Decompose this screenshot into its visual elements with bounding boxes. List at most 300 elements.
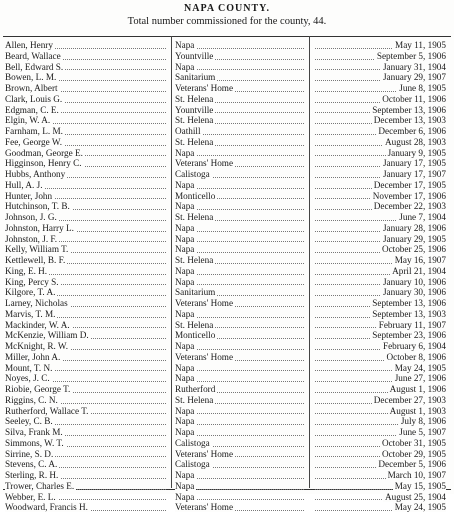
place-cell-text: Veterans' Home [175, 448, 234, 459]
name-cell [5, 255, 168, 266]
date-cell-text: January 29, 1907 [382, 72, 446, 83]
date-cell [313, 137, 446, 148]
place-cell-text: Napa [175, 480, 195, 491]
name-cell [5, 94, 168, 105]
table-row [0, 287, 454, 298]
place-cell [175, 395, 306, 406]
place-cell [175, 234, 306, 245]
date-cell-text: May 15, 1905 [394, 480, 446, 491]
place-cell [175, 298, 306, 309]
table-row [0, 502, 454, 513]
table-row [0, 459, 454, 470]
date-cell [313, 330, 446, 341]
name-cell [5, 212, 168, 223]
name-cell-text: McKenzie, William D. [5, 330, 89, 341]
table-row [0, 115, 454, 126]
name-cell [5, 201, 168, 212]
date-cell-text: September 13, 1903 [372, 308, 446, 319]
place-cell [175, 105, 306, 116]
name-cell [5, 158, 168, 169]
place-cell [175, 406, 306, 417]
date-cell [313, 126, 446, 137]
date-cell-text: January 31, 1904 [382, 61, 446, 72]
date-cell [313, 244, 446, 255]
name-cell [5, 287, 168, 298]
table-row [0, 384, 454, 395]
place-cell [175, 373, 306, 384]
date-cell [313, 62, 446, 73]
name-cell-text: Marvis, T. M. [5, 308, 56, 319]
place-cell-text: Napa [175, 427, 195, 437]
place-cell-text: Napa [175, 341, 195, 351]
place-cell-text: St. Helena [175, 136, 214, 147]
name-cell-text: Mackinder, W. A. [5, 319, 70, 330]
place-cell-text: Yountville [175, 104, 214, 115]
name-cell [5, 406, 168, 417]
place-cell [175, 191, 306, 202]
place-cell [175, 255, 306, 266]
table-row [0, 72, 454, 83]
table-row [0, 330, 454, 341]
date-cell [313, 105, 446, 116]
place-cell [175, 438, 306, 449]
table-row [0, 158, 454, 169]
place-cell [175, 244, 306, 255]
name-cell-text: Goodman, George E. [5, 147, 83, 158]
place-cell [175, 223, 306, 234]
name-cell-text: Edgman, C. E. [5, 104, 59, 115]
date-cell [313, 395, 446, 406]
date-cell-text: January 9, 1905 [387, 147, 446, 158]
name-cell-text: Hubbs, Anthony [5, 169, 66, 179]
date-cell [313, 266, 446, 277]
roster-rows [0, 40, 454, 513]
name-cell [5, 438, 168, 449]
date-cell-text: December 22, 1903 [373, 201, 446, 212]
date-cell-text: January 30, 1906 [382, 287, 446, 298]
name-cell [5, 502, 168, 513]
name-cell-text: Sterling, R. H. [5, 470, 59, 480]
place-cell-text: Napa [175, 405, 195, 416]
date-cell [313, 201, 446, 212]
place-cell-text: Napa [175, 276, 195, 287]
place-cell [175, 72, 306, 83]
name-cell-text: Larney, Nicholas [5, 298, 68, 308]
place-cell-text: St. Helena [175, 212, 214, 222]
date-cell [313, 459, 446, 470]
table-row [0, 62, 454, 73]
date-cell-text: October 29, 1905 [381, 448, 446, 459]
table-row [0, 212, 454, 223]
name-cell-text: King, Percy S. [5, 276, 59, 287]
place-cell [175, 169, 306, 180]
date-cell-text: January 17, 1907 [382, 169, 446, 179]
date-cell [313, 40, 446, 51]
name-cell-text: Johnson, J. G. [5, 212, 57, 222]
date-cell-text: May 11, 1905 [395, 40, 446, 50]
table-row [0, 51, 454, 62]
table-row [0, 277, 454, 288]
name-cell-text: Hutchinson, T. B. [5, 201, 70, 212]
date-cell-text: January 17, 1905 [382, 158, 446, 169]
name-cell [5, 320, 168, 331]
date-cell [313, 363, 446, 374]
date-cell [313, 223, 446, 234]
date-cell-text: May 24, 1905 [394, 502, 446, 513]
table-row [0, 148, 454, 159]
place-cell-text: Veterans' Home [175, 83, 234, 93]
table-row [0, 126, 454, 137]
table-row [0, 255, 454, 266]
place-cell-text: Napa [175, 308, 195, 319]
table-row [0, 244, 454, 255]
name-cell [5, 384, 168, 395]
place-cell-text: Napa [175, 470, 195, 480]
name-cell [5, 363, 168, 374]
table-row [0, 341, 454, 352]
place-cell [175, 212, 306, 223]
date-cell-text: August 25, 1904 [385, 491, 446, 502]
date-cell [313, 470, 446, 481]
name-cell [5, 83, 168, 94]
date-cell-text: January 28, 1906 [382, 222, 446, 233]
table-row [0, 234, 454, 245]
date-cell-text: September 13, 1906 [372, 298, 446, 308]
date-cell-text: February 6, 1904 [382, 341, 446, 351]
date-cell-text: September 13, 1906 [372, 104, 446, 115]
name-cell [5, 277, 168, 288]
date-cell [313, 352, 446, 363]
place-cell [175, 330, 306, 341]
name-cell-text: Farnham, L. M. [5, 126, 63, 136]
name-cell-text: Bowen, L. M. [5, 72, 57, 83]
date-cell [313, 320, 446, 331]
date-cell [313, 234, 446, 245]
place-cell [175, 266, 306, 277]
name-cell-text: Mount, T. N. [5, 362, 53, 373]
name-cell [5, 427, 168, 438]
name-cell [5, 352, 168, 363]
name-cell [5, 330, 168, 341]
place-cell-text: Napa [175, 491, 195, 502]
table-row [0, 406, 454, 417]
place-cell [175, 320, 306, 331]
place-cell-text: Napa [175, 61, 195, 72]
table-row [0, 363, 454, 374]
name-cell [5, 395, 168, 406]
date-cell-text: April 21, 1904 [392, 265, 446, 276]
total-commissioned-line: Total number commissioned for the county, 44. [127, 16, 327, 27]
place-cell-text: Sanitarium [175, 72, 216, 83]
name-cell-text: Miller, John A. [5, 351, 61, 362]
date-cell [313, 277, 446, 288]
table-row [0, 83, 454, 94]
name-cell [5, 266, 168, 277]
table-row [0, 169, 454, 180]
name-cell-text: Sirrine, S. D. [5, 448, 54, 459]
place-cell-text: Veterans' Home [175, 158, 234, 169]
name-cell [5, 169, 168, 180]
table-row [0, 266, 454, 277]
name-cell [5, 244, 168, 255]
name-cell [5, 191, 168, 202]
place-cell [175, 115, 306, 126]
date-cell [313, 449, 446, 460]
name-cell [5, 341, 168, 352]
date-cell [313, 94, 446, 105]
place-cell [175, 459, 306, 470]
table-row [0, 223, 454, 234]
place-cell [175, 287, 306, 298]
date-cell-text: January 10, 1906 [382, 276, 446, 287]
name-cell [5, 148, 168, 159]
date-cell [313, 169, 446, 180]
name-cell-text: Riobie, George T. [5, 384, 71, 394]
place-cell [175, 502, 306, 513]
place-cell [175, 481, 306, 492]
place-cell [175, 94, 306, 105]
date-cell [313, 255, 446, 266]
place-cell-text: Calistoga [175, 437, 210, 448]
date-cell [313, 51, 446, 62]
place-cell-text: Napa [175, 201, 195, 212]
date-cell-text: June 27, 1906 [394, 373, 446, 384]
date-cell [313, 438, 446, 449]
date-cell [313, 158, 446, 169]
date-cell [313, 416, 446, 427]
place-cell-text: Oathill [175, 126, 201, 136]
place-cell [175, 201, 306, 212]
place-cell-text: Rutherford [175, 384, 216, 394]
place-cell [175, 416, 306, 427]
place-cell [175, 180, 306, 191]
place-cell-text: St. Helena [175, 115, 214, 126]
table-row [0, 40, 454, 51]
table-row [0, 438, 454, 449]
date-cell-text: December 13, 1903 [373, 115, 446, 126]
table-row [0, 201, 454, 212]
name-cell-text: Webber, E. L. [5, 491, 56, 502]
date-cell-text: February 11, 1907 [378, 319, 446, 330]
date-cell-text: December 5, 1906 [378, 459, 446, 470]
place-cell-text: Napa [175, 373, 195, 384]
place-cell-text: St. Helena [175, 255, 214, 265]
name-cell-text: Higginson, Henry C. [5, 158, 82, 169]
name-cell [5, 137, 168, 148]
table-row [0, 137, 454, 148]
name-cell-text: Bell, Edward S. [5, 61, 64, 72]
place-cell-text: Yountville [175, 50, 214, 61]
place-cell [175, 492, 306, 503]
date-cell-text: October 11, 1906 [382, 93, 446, 104]
name-cell-text: Brown, Albert [5, 83, 58, 93]
place-cell [175, 352, 306, 363]
date-cell-text: June 8, 1905 [399, 83, 446, 93]
place-cell-text: Napa [175, 222, 195, 233]
name-cell [5, 72, 168, 83]
date-cell-text: September 5, 1906 [376, 50, 446, 61]
place-cell-text: Monticello [175, 330, 216, 341]
date-cell [313, 406, 446, 417]
table-row [0, 373, 454, 384]
date-cell-text: August 1, 1903 [389, 405, 446, 416]
place-cell-text: Napa [175, 416, 195, 427]
table-row [0, 309, 454, 320]
table-row [0, 180, 454, 191]
county-title: NAPA COUNTY. [184, 3, 270, 14]
date-cell [313, 83, 446, 94]
place-cell-text: Napa [175, 147, 195, 158]
name-cell [5, 234, 168, 245]
date-cell-text: August 1, 1906 [389, 384, 446, 394]
date-cell [313, 298, 446, 309]
name-cell-text: Stevens, C. A. [5, 459, 58, 470]
date-cell [313, 384, 446, 395]
date-cell-text: July 8, 1906 [400, 416, 446, 427]
date-cell-text: June 5, 1907 [399, 427, 446, 437]
date-cell [313, 427, 446, 438]
date-cell [313, 341, 446, 352]
date-cell [313, 72, 446, 83]
place-cell [175, 158, 306, 169]
name-cell [5, 416, 168, 427]
table-row [0, 105, 454, 116]
table-row [0, 427, 454, 438]
table-row [0, 352, 454, 363]
date-cell [313, 373, 446, 384]
table-row [0, 320, 454, 331]
place-cell-text: St. Helena [175, 319, 214, 330]
place-cell-text: Napa [175, 362, 195, 373]
name-cell [5, 449, 168, 460]
place-cell-text: Napa [175, 40, 195, 50]
name-cell-text: Johnston, J. F. [5, 233, 58, 244]
date-cell [313, 191, 446, 202]
place-cell-text: St. Helena [175, 93, 214, 104]
place-cell-text: Napa [175, 265, 195, 276]
table-row [0, 492, 454, 503]
table-row [0, 298, 454, 309]
place-cell [175, 384, 306, 395]
place-cell [175, 83, 306, 94]
date-cell [313, 481, 446, 492]
name-cell-text: Noyes, J. C. [5, 373, 50, 384]
name-cell [5, 470, 168, 481]
place-cell [175, 363, 306, 374]
name-cell-text: Trower, Charles E. [5, 480, 75, 491]
table-row [0, 470, 454, 481]
name-cell [5, 180, 168, 191]
place-cell-text: Napa [175, 179, 195, 190]
date-cell [313, 212, 446, 223]
place-cell-text: Calistoga [175, 169, 210, 179]
place-cell-text: Napa [175, 233, 195, 244]
place-cell [175, 62, 306, 73]
name-cell [5, 459, 168, 470]
name-cell-text: Beard, Wallace [5, 50, 61, 61]
name-cell [5, 298, 168, 309]
date-cell-text: November 17, 1906 [372, 190, 446, 201]
name-cell [5, 223, 168, 234]
name-cell-text: Kettlewell, B. F. [5, 255, 66, 265]
name-cell-text: Silva, Frank M. [5, 427, 63, 437]
name-cell [5, 309, 168, 320]
place-cell [175, 277, 306, 288]
place-cell [175, 51, 306, 62]
name-cell-text: Simmons, W. T. [5, 437, 64, 448]
name-cell-text: McKnight, R. W. [5, 341, 69, 351]
date-cell-text: January 29, 1905 [382, 233, 446, 244]
name-cell-text: Seeley, C. B. [5, 416, 53, 427]
table-row [0, 481, 454, 492]
place-cell-text: Sanitarium [175, 287, 216, 298]
date-cell [313, 309, 446, 320]
place-cell [175, 309, 306, 320]
date-cell-text: May 16, 1907 [394, 255, 446, 265]
place-cell [175, 427, 306, 438]
place-cell [175, 148, 306, 159]
name-cell-text: Clark, Louis G. [5, 93, 63, 104]
name-cell-text: Johnston, Harry L. [5, 222, 74, 233]
table-row [0, 416, 454, 427]
date-cell-text: October 31, 1905 [381, 437, 446, 448]
place-cell [175, 137, 306, 148]
date-cell-text: September 23, 1906 [372, 330, 446, 341]
name-cell-text: Kelly, William T. [5, 244, 69, 255]
date-cell [313, 115, 446, 126]
date-cell-text: October 25, 1906 [381, 244, 446, 255]
table-row [0, 395, 454, 406]
name-cell [5, 40, 168, 51]
table-row [0, 94, 454, 105]
place-cell-text: Napa [175, 244, 195, 255]
name-cell [5, 492, 168, 503]
table-row [0, 449, 454, 460]
date-cell [313, 287, 446, 298]
name-cell [5, 105, 168, 116]
date-cell [313, 148, 446, 159]
place-cell-text: Veterans' Home [175, 298, 234, 308]
date-cell-text: August 28, 1903 [385, 136, 446, 147]
date-cell-text: March 10, 1907 [387, 470, 446, 480]
name-cell [5, 481, 168, 492]
name-cell-text: Elgin, W. A. [5, 115, 51, 126]
place-cell [175, 40, 306, 51]
name-cell [5, 115, 168, 126]
place-cell-text: Calistoga [175, 459, 210, 470]
name-cell-text: Riggins, C. N. [5, 394, 58, 405]
name-cell-text: Allen, Henry [5, 40, 53, 50]
name-cell-text: Hunter, John [5, 190, 53, 201]
date-cell [313, 492, 446, 503]
name-cell-text: Rutherford, Wallace T. [5, 405, 89, 416]
place-cell [175, 470, 306, 481]
place-cell [175, 449, 306, 460]
name-cell-text: Kilgore, T. A. [5, 287, 56, 298]
name-cell [5, 373, 168, 384]
date-cell-text: October 8, 1906 [386, 351, 446, 362]
place-cell-text: Veterans' Home [175, 351, 234, 362]
date-cell-text: December 17, 1905 [373, 179, 446, 190]
name-cell-text: King, E. H. [5, 265, 48, 276]
name-cell-text: Woodward, Francis H. [5, 502, 88, 513]
date-cell-text: December 6, 1906 [378, 126, 446, 136]
name-cell-text: Fee, George W. [5, 136, 62, 147]
name-cell-text: Hull, A. J. [5, 179, 43, 190]
date-cell [313, 502, 446, 513]
date-cell-text: May 24, 1905 [394, 362, 446, 373]
place-cell-text: St. Helena [175, 394, 214, 405]
